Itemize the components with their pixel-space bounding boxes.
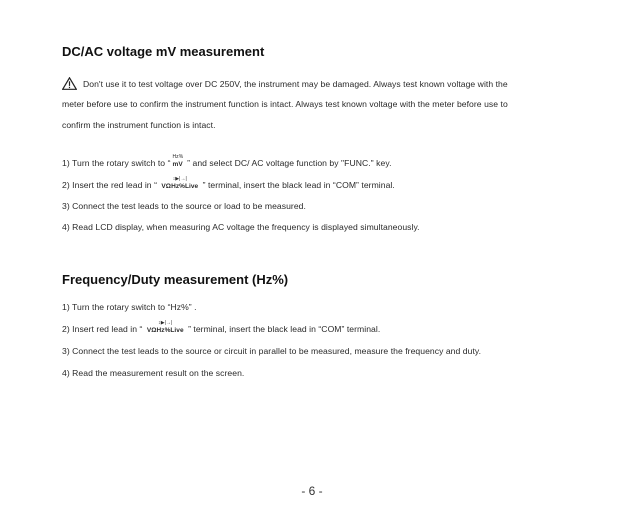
page-number: - 6 - [301, 484, 323, 498]
warning-line-2: meter before use to confirm the instrument function is intact. Always test known voltage with the meter before use to [62, 99, 508, 109]
voltage-step-1: 1) Turn the rotary switch to “ Hz% mV ” and select DC/ AC voltage function by "FUNC." key. [62, 154, 392, 168]
voltage-step-2: 2) Insert the red lead in “ ↕▶|→| VΩHz%Live ” terminal, insert the black lead in “COM” terminal. [62, 176, 395, 190]
frequency-step-1: 1) Turn the rotary switch to “Hz%” . [62, 302, 197, 312]
input-terminal-symbol: ↕▶|→| VΩHz%Live [146, 320, 184, 334]
warning-line-1 [62, 77, 508, 92]
frequency-step-4: 4) Read the measurement result on the screen. [62, 368, 245, 378]
section-title-voltage: DC/AC voltage mV measurement [62, 44, 265, 59]
voltage-step-4: 4) Read LCD display, when measuring AC voltage the frequency is displayed simultaneously. [62, 222, 420, 232]
voltage-step-3: 3) Connect the test leads to the source or load to be measured. [62, 201, 306, 211]
warning-icon [62, 77, 77, 92]
input-terminal-symbol: ↕▶|→| VΩHz%Live [161, 176, 199, 190]
warning-text-1: Don't use it to test voltage over DC 250V, the instrument may be damaged. Always test known voltage with the [83, 79, 508, 89]
section-title-frequency: Frequency/Duty measurement (Hz%) [62, 272, 289, 287]
frequency-step-2: 2) Insert red lead in “ ↕▶|→| VΩHz%Live ” terminal, insert the black lead in “COM” terminal. [62, 320, 381, 334]
frequency-step-3: 3) Connect the test leads to the source or circuit in parallel to be measured, measure the frequency and duty. [62, 346, 482, 356]
mv-hz-switch-symbol: Hz% mV [172, 154, 184, 168]
warning-line-3: confirm the instrument function is intact. [62, 120, 216, 130]
